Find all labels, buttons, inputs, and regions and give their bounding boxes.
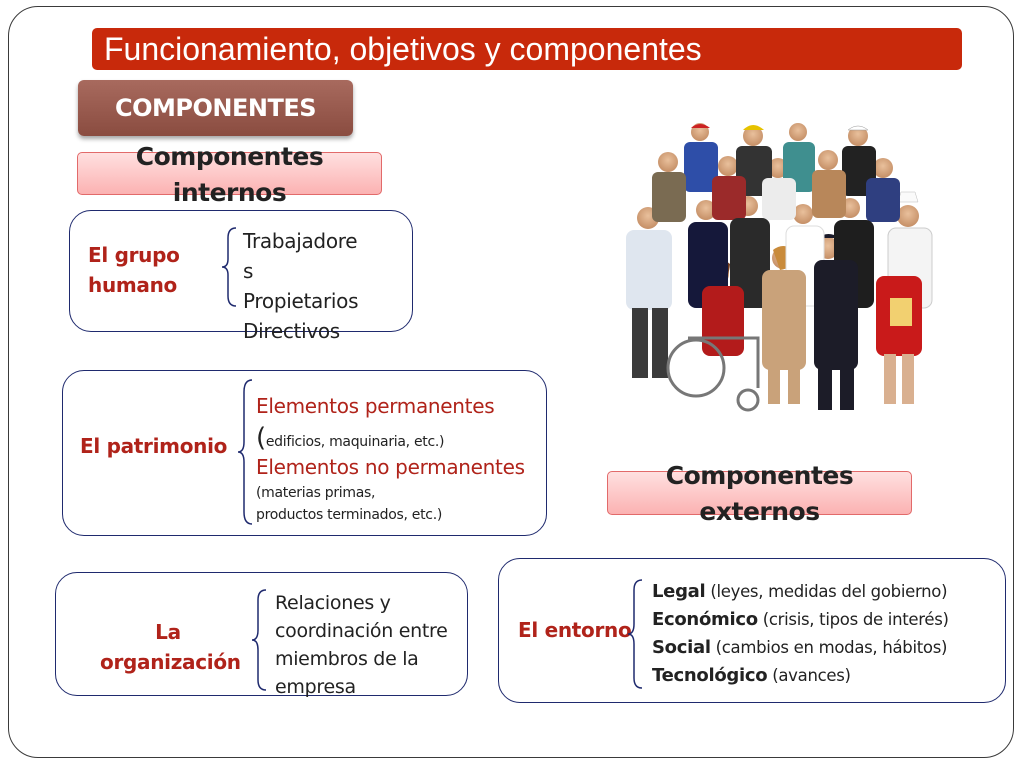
group-of-workers-photo <box>618 118 940 426</box>
internos-label <box>77 139 382 211</box>
list-item: Propietarios <box>243 289 359 313</box>
perm-paren: ( <box>256 423 266 453</box>
entorno-list <box>652 578 949 690</box>
grupo-humano-label-line2: humano <box>88 273 177 297</box>
patrimonio-label: El patrimonio <box>80 434 228 458</box>
list-item: Legal (leyes, medidas del gobierno) <box>652 581 948 602</box>
noperm-detail <box>256 482 442 526</box>
grupo-humano-list <box>243 226 358 346</box>
grupo-humano-label <box>88 240 180 300</box>
externos-label-line1: Componentes <box>665 461 854 490</box>
list-item: Económico (crisis, tipos de interés) <box>652 609 949 630</box>
list-item: coordinación entre <box>275 620 448 642</box>
list-item: s <box>243 259 254 283</box>
brace-icon <box>250 588 270 692</box>
externos-label <box>607 458 912 530</box>
brace-icon <box>626 578 646 690</box>
externos-label-line2: externos <box>699 497 820 526</box>
brace-icon <box>236 378 256 526</box>
organizacion-list <box>275 589 448 701</box>
perm-detail: edificios, maquinaria, etc.) <box>265 434 445 450</box>
internos-label-line1: Componentes <box>135 142 324 171</box>
componentes-button: COMPONENTES <box>78 80 353 136</box>
slide-title: Funcionamiento, objetivos y componentes <box>104 31 702 67</box>
title-bar <box>92 28 962 70</box>
list-item: Social (cambios en modas, hábitos) <box>652 637 948 658</box>
list-item: Relaciones y <box>275 592 391 614</box>
noperm-detail-line1: (materias primas, <box>256 485 376 501</box>
entorno-label: El entorno <box>518 618 632 642</box>
internos-label-line2: internos <box>172 178 287 207</box>
noperm-detail-line2: productos terminados, etc.) <box>256 507 443 523</box>
list-item: empresa <box>275 676 356 698</box>
grupo-humano-label-line1: El grupo <box>88 243 180 267</box>
list-item: Tecnológico (avances) <box>652 665 851 686</box>
organizacion-label <box>100 617 241 677</box>
list-item: miembros de la <box>275 648 419 670</box>
organizacion-label-line2: organización <box>100 650 241 674</box>
noperm-title: Elementos no permanentes <box>256 455 525 479</box>
perm-title: Elementos permanentes <box>256 394 495 418</box>
list-item: Trabajadore <box>243 229 358 253</box>
brace-icon <box>220 226 240 308</box>
list-item: Directivos <box>243 319 340 343</box>
organizacion-label-line1: La <box>155 620 181 644</box>
